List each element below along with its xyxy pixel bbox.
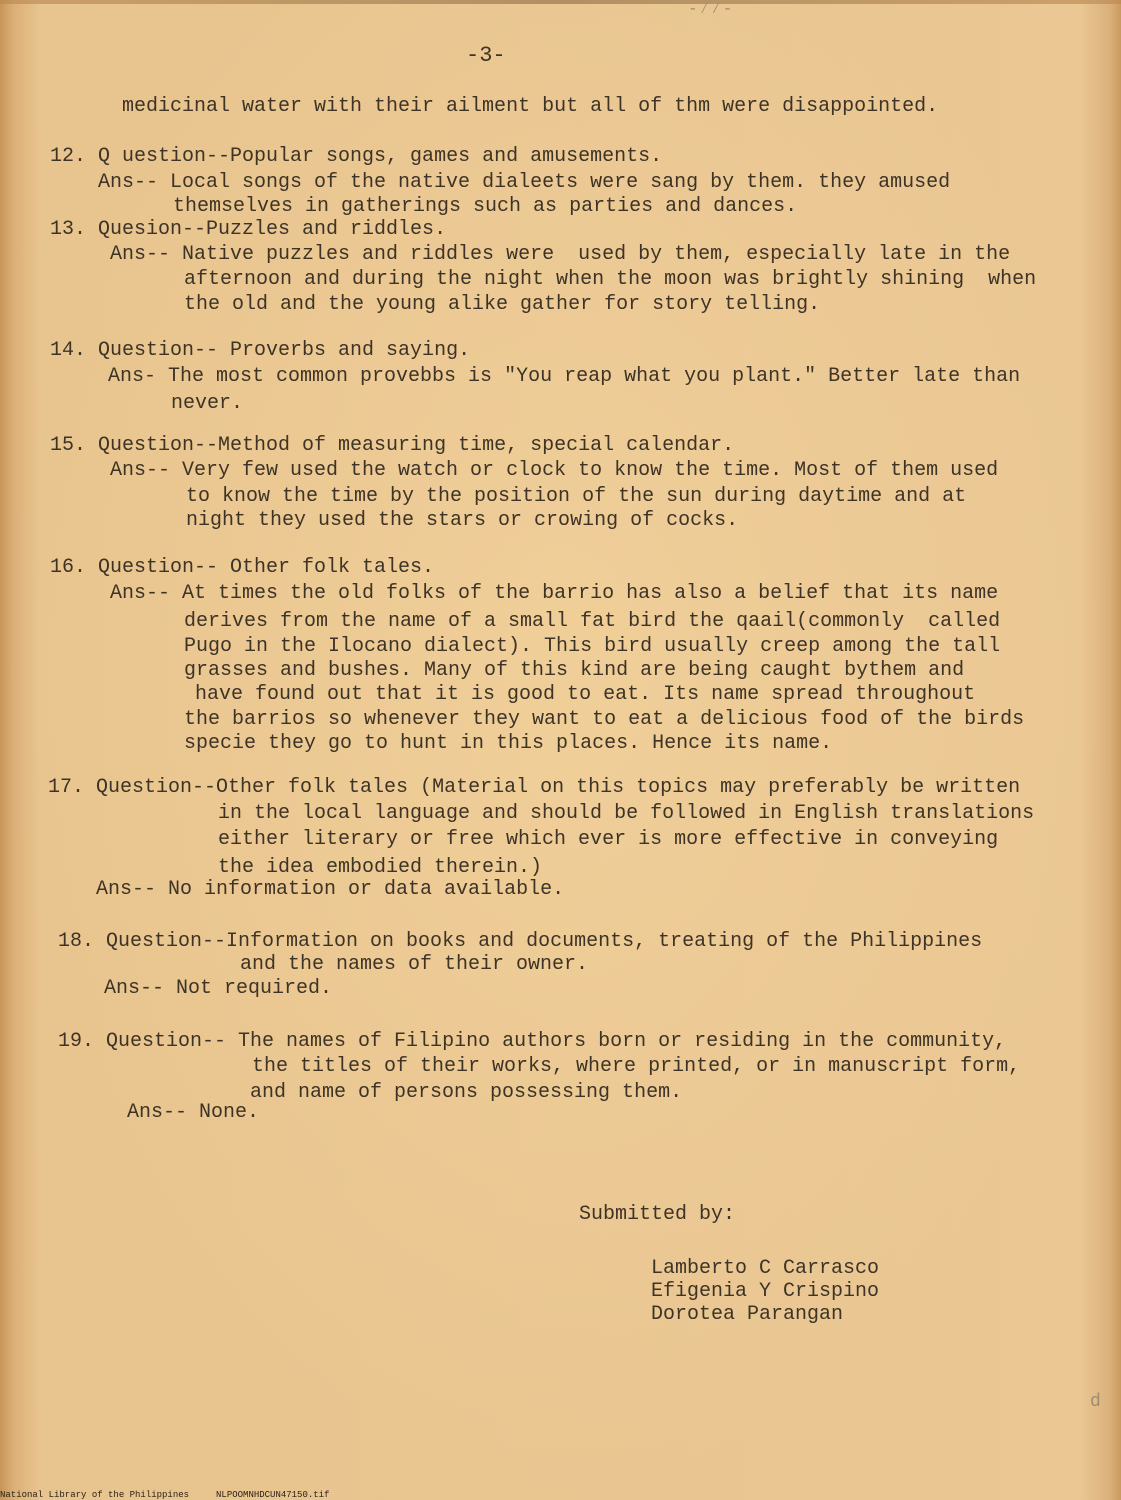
answer-12-line-2: themselves in gatherings such as parties and dances.	[173, 195, 798, 218]
answer-16-line-7: specie they go to hunt in this places. Hence its name.	[184, 732, 833, 755]
answer-12-line-1: Ans-- Local songs of the native dialeets were sang by them. they amused	[98, 171, 951, 194]
top-mark: -⁄⁄-	[688, 0, 735, 18]
answer-15-line-1: Ans-- Very few used the watch or clock to know the time. Most of them used	[110, 459, 999, 482]
answer-15-line-2: to know the time by the position of the sun during daytime and at	[186, 485, 967, 508]
answer-16-line-3: Pugo in the Ilocano dialect). This bird usually creep among the tall	[184, 635, 1001, 658]
question-15: 15. Question--Method of measuring time, special calendar.	[50, 434, 735, 457]
question-18-line-2: and the names of their owner.	[240, 953, 589, 976]
page-number: -3-	[466, 43, 506, 68]
question-19-line-3: and name of persons possessing them.	[250, 1081, 683, 1104]
answer-16-line-4: grasses and bushes. Many of this kind are being caught bythem and	[184, 659, 965, 682]
question-12: 12. Q uestion--Popular songs, games and amusements.	[50, 145, 663, 168]
answer-16-line-6: the barrios so whenever they want to eat a delicious food of the birds	[184, 708, 1025, 731]
signatory-1: Lamberto C Carrasco	[651, 1257, 880, 1280]
answer-14-line-1: Ans- The most common provebbs is "You reap what you plant." Better late than	[108, 365, 1021, 388]
question-17-line-3: either literary or free which ever is more effective in conveying	[218, 828, 999, 851]
answer-13-line-3: the old and the young alike gather for story telling.	[184, 293, 821, 316]
edge-mark: d	[1090, 1392, 1101, 1412]
answer-18: Ans-- Not required.	[104, 977, 333, 1000]
question-14: 14. Question-- Proverbs and saying.	[50, 339, 471, 362]
question-19-line-2: the titles of their works, where printed, or in manuscript form,	[252, 1055, 1021, 1078]
question-18-line-1: 18. Question--Information on books and documents, treating of the Philippines	[58, 930, 983, 953]
question-17-line-2: in the local language and should be followed in English translations	[218, 802, 1035, 825]
question-16: 16. Question-- Other folk tales.	[50, 556, 435, 579]
answer-13-line-1: Ans-- Native puzzles and riddles were used by them, especially late in the	[110, 243, 1011, 266]
answer-16-line-2: derives from the name of a small fat bird the qaail(commonly called	[184, 610, 1001, 633]
answer-15-line-3: night they used the stars or crowing of cocks.	[186, 509, 739, 532]
answer-17: Ans-- No information or data available.	[96, 878, 565, 901]
signatory-3: Dorotea Parangan	[651, 1303, 844, 1326]
continuation-line: medicinal water with their ailment but all of thm were disappointed.	[122, 95, 939, 118]
answer-19: Ans-- None.	[127, 1101, 260, 1124]
signatory-2: Efigenia Y Crispino	[651, 1280, 880, 1303]
question-17-line-4: the idea embodied therein.)	[218, 856, 543, 879]
question-13: 13. Quesion--Puzzles and riddles.	[50, 218, 447, 241]
answer-16-line-1: Ans-- At times the old folks of the barrio has also a belief that its name	[110, 582, 999, 605]
answer-16-line-5: have found out that it is good to eat. Its name spread throughout	[195, 683, 976, 706]
submitted-by-label: Submitted by:	[579, 1203, 736, 1226]
question-17-line-1: 17. Question--Other folk tales (Material on this topics may preferably be written	[48, 776, 1021, 799]
scan-footer: National Library of the Philippines NLPOOMNHDCUN47150.tif	[0, 1490, 330, 1500]
answer-14-line-2: never.	[171, 392, 244, 415]
question-19-line-1: 19. Question-- The names of Filipino authors born or residing in the community,	[58, 1030, 1007, 1053]
top-edge	[0, 0, 1121, 4]
answer-13-line-2: afternoon and during the night when the moon was brightly shining when	[184, 268, 1037, 291]
